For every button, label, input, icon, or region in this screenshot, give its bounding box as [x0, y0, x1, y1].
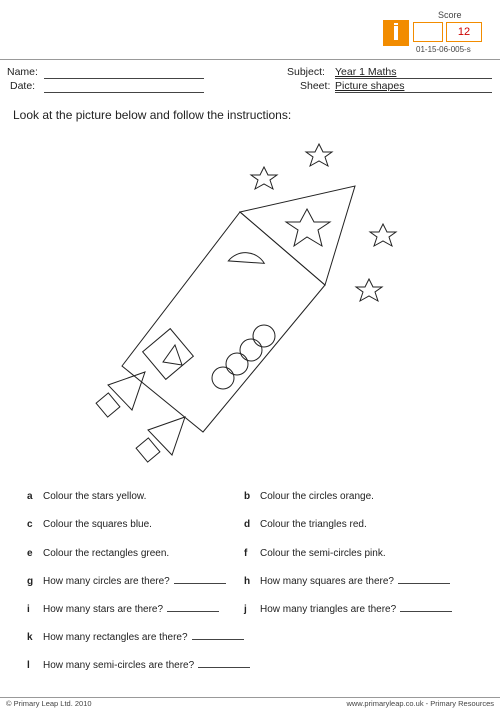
name-label: Name: [7, 66, 38, 78]
instruction-b: b Colour the circles orange. [244, 491, 374, 502]
circle-1 [253, 325, 275, 347]
answer-blank-l[interactable] [198, 667, 250, 668]
answer-blank-k[interactable] [192, 639, 244, 640]
question-h: h How many squares are there? [244, 576, 450, 587]
question-i: i How many stars are there? [27, 604, 219, 615]
rocket-body [122, 186, 355, 432]
name-field[interactable] [44, 78, 204, 79]
inner-triangle-shape [163, 345, 182, 365]
answer-blank-h[interactable] [398, 583, 450, 584]
sheet-label: Sheet: [300, 80, 331, 92]
instruction-d: d Colour the triangles red. [244, 519, 367, 530]
footer-divider [0, 697, 500, 698]
star-shape-4 [356, 279, 382, 301]
question-g: g How many circles are there? [27, 576, 226, 587]
star-shape-rocket [286, 209, 330, 246]
instruction-c: c Colour the squares blue. [27, 519, 152, 530]
question-l: l How many semi-circles are there? [27, 660, 250, 671]
rocket-picture [0, 130, 500, 470]
booster-lower-rectangle [136, 438, 160, 462]
footer-copyright: © Primary Leap Ltd. 2010 [6, 699, 92, 708]
question-k: k How many rectangles are there? [27, 632, 244, 643]
subject-value: Year 1 Maths [335, 66, 397, 78]
square-shape [143, 329, 194, 380]
circle-3 [226, 353, 248, 375]
subject-line [335, 78, 492, 79]
semi-circle-shape [228, 244, 264, 280]
header-divider [0, 59, 500, 60]
answer-blank-g[interactable] [174, 583, 226, 584]
sheet-line [335, 92, 492, 93]
instruction-a: a Colour the stars yellow. [27, 491, 147, 502]
circle-2 [240, 339, 262, 361]
booster-upper-triangle [108, 372, 145, 410]
instruction-f: f Colour the semi-circles pink. [244, 548, 386, 559]
booster-lower-triangle [148, 417, 185, 455]
instruction-e: e Colour the rectangles green. [27, 548, 170, 559]
date-field[interactable] [44, 92, 204, 93]
footer-website[interactable]: www.primaryleap.co.uk - Primary Resources [346, 699, 494, 708]
star-shape-2 [306, 144, 332, 166]
score-input-box[interactable] [413, 22, 443, 42]
primary-leap-logo-icon [383, 20, 409, 46]
booster-lower [136, 417, 185, 462]
booster-upper-rectangle [96, 393, 120, 417]
answer-blank-i[interactable] [167, 611, 219, 612]
star-shape-1 [251, 167, 277, 189]
answer-blank-j[interactable] [400, 611, 452, 612]
score-label: Score [438, 10, 462, 20]
date-label: Date: [10, 80, 36, 92]
sheet-code: 01-15-06-005-s [416, 45, 471, 54]
score-value: 12 [446, 22, 482, 42]
sheet-value: Picture shapes [335, 80, 405, 92]
star-shape-3 [370, 224, 396, 246]
circle-4 [212, 367, 234, 389]
rocket-nose-triangle [240, 186, 355, 285]
intro-text: Look at the picture below and follow the instructions: [13, 108, 292, 122]
question-j: j How many triangles are there? [244, 604, 452, 615]
subject-label: Subject: [287, 66, 325, 78]
